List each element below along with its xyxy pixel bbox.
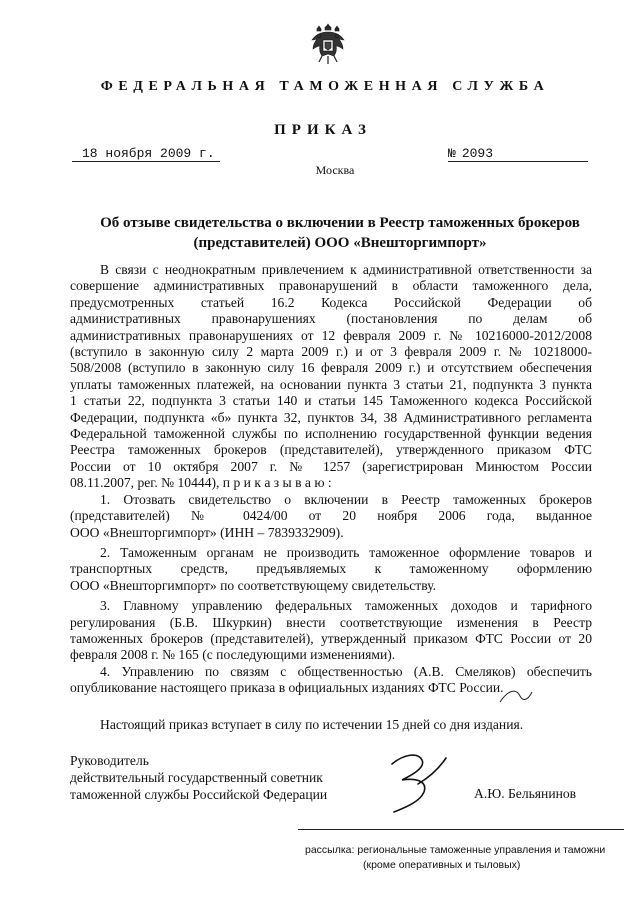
text-line: предусмотренных статьей 16.2 Кодекса Российской Федерации об <box>70 294 592 310</box>
title-line: (представителей) ООО «Внешторгимпорт» <box>193 235 487 251</box>
text-line: Реестра таможенных брокеров (представителей), утвержденного приказом ФТС <box>70 442 592 458</box>
text-line: уплаты таможенных платежей, на основании пункта 3 статьи 21, подпункта 3 пункта <box>70 376 592 392</box>
distribution-list <box>305 843 635 873</box>
document-type-heading: ПРИКАЗ <box>274 122 372 138</box>
text-line: февраля 2008 г. № 165 (с последующими изменениями). <box>70 647 396 663</box>
order-number: 2093 <box>461 146 494 161</box>
order-title <box>60 213 620 253</box>
text-line: таможенных брокеров (представителей), утвержденный приказом ФТС России от 20 <box>70 630 592 646</box>
agency-name: ФЕДЕРАЛЬНАЯ ТАМОЖЕННАЯ СЛУЖБА <box>100 79 550 94</box>
text-line: 508/2008 (вступило в законную силу 16 февраля 2009 г.) и отсутствием обеспечения <box>70 360 592 376</box>
text-line: транспортных средств, предъявляемых к таможенному оформлению <box>70 561 592 577</box>
text-line: 1. Отозвать свидетельство о включении в Реестр таможенных брокеров <box>100 491 592 507</box>
text-line: административных правонарушениях от 12 февраля 2009 г. № 10216000-2012/2008 <box>70 327 592 343</box>
text-line: В связи с неоднократным привлечением к административной ответственности за <box>100 262 592 277</box>
text-line: Федеральной таможенной службы по исполнению государственной функции ведения <box>70 426 592 442</box>
distribution-line: рассылка: региональные таможенные управления и таможни <box>305 844 606 856</box>
order-date: 18 ноября 2009 г. <box>72 146 220 162</box>
text-line: 3. Главному управлению федеральных таможенных доходов и тарифного <box>100 598 592 614</box>
number-sign: № <box>448 146 456 161</box>
signer-title-line: действительный государственный советник <box>70 770 323 785</box>
text-line: ООО «Внешторгимпорт» (ИНН – 7839332909). <box>70 524 344 540</box>
text-line: России от 10 октября 2007 г. № 1257 (зарегистрирован Минюстом России <box>70 458 592 474</box>
text-line: 08.11.2007, рег. № 10444), п р и к а з ы в а ю : <box>70 475 332 491</box>
pen-flourish-icon <box>498 686 534 706</box>
order-item-2 <box>70 545 592 594</box>
double-headed-eagle-emblem-icon <box>308 18 348 68</box>
order-body <box>70 262 592 697</box>
signer-title-line: Руководитель <box>70 753 149 768</box>
text-line: Федерации, подпункта «б» пункта 32, пунктов 34, 38 Административного регламента <box>70 409 592 425</box>
order-item-3 <box>70 598 592 664</box>
title-line: Об отзыве свидетельства о включении в Реестр таможенных брокеров <box>100 215 580 231</box>
order-number-line <box>448 146 588 162</box>
text-line: 1 статьи 22, подпункта 3 статьи 140 и статьи 145 Таможенного кодекса Российской <box>70 393 592 409</box>
preamble-paragraph <box>70 262 592 492</box>
text-line: 2. Таможенным органам не производить таможенное оформление товаров и <box>100 544 592 560</box>
signer-title <box>70 752 327 803</box>
signer-title-line: таможенной службы Российской Федерации <box>70 787 328 802</box>
text-line: опубликование настоящего приказа в официальных изданиях ФТС России. <box>70 680 504 696</box>
text-line: ООО «Внешторгимпорт» по соответствующему свидетельству. <box>70 577 437 593</box>
order-item-1 <box>70 492 592 541</box>
text-line: 4. Управлению по связям с общественностью (А.В. Смеляков) обеспечить <box>100 663 592 679</box>
distribution-line: (кроме оперативных и тыловых) <box>363 859 521 871</box>
distribution-divider <box>298 829 624 830</box>
text-line: совершение административных правонарушений в области таможенного дела, <box>70 278 592 294</box>
text-line: (вступило в законную силу 2 марта 2009 г.) и от 3 февраля 2009 г. № 10218000- <box>70 344 592 360</box>
effective-date-clause: Настоящий приказ вступает в силу по истечении 15 дней со дня издания. <box>100 717 524 732</box>
text-line: регулирования (Б.В. Шкуркин) внести соответствующие изменения в Реестр <box>70 614 592 630</box>
city: Москва <box>315 163 355 177</box>
handwritten-signature-icon <box>384 750 454 816</box>
signer-name: А.Ю. Бельянинов <box>474 786 577 801</box>
text-line: административных правонарушениях (постановления по делам об <box>70 311 592 327</box>
text-line: (представителей) № 0424/00 от 20 ноября 2006 года, выданное <box>70 508 592 524</box>
